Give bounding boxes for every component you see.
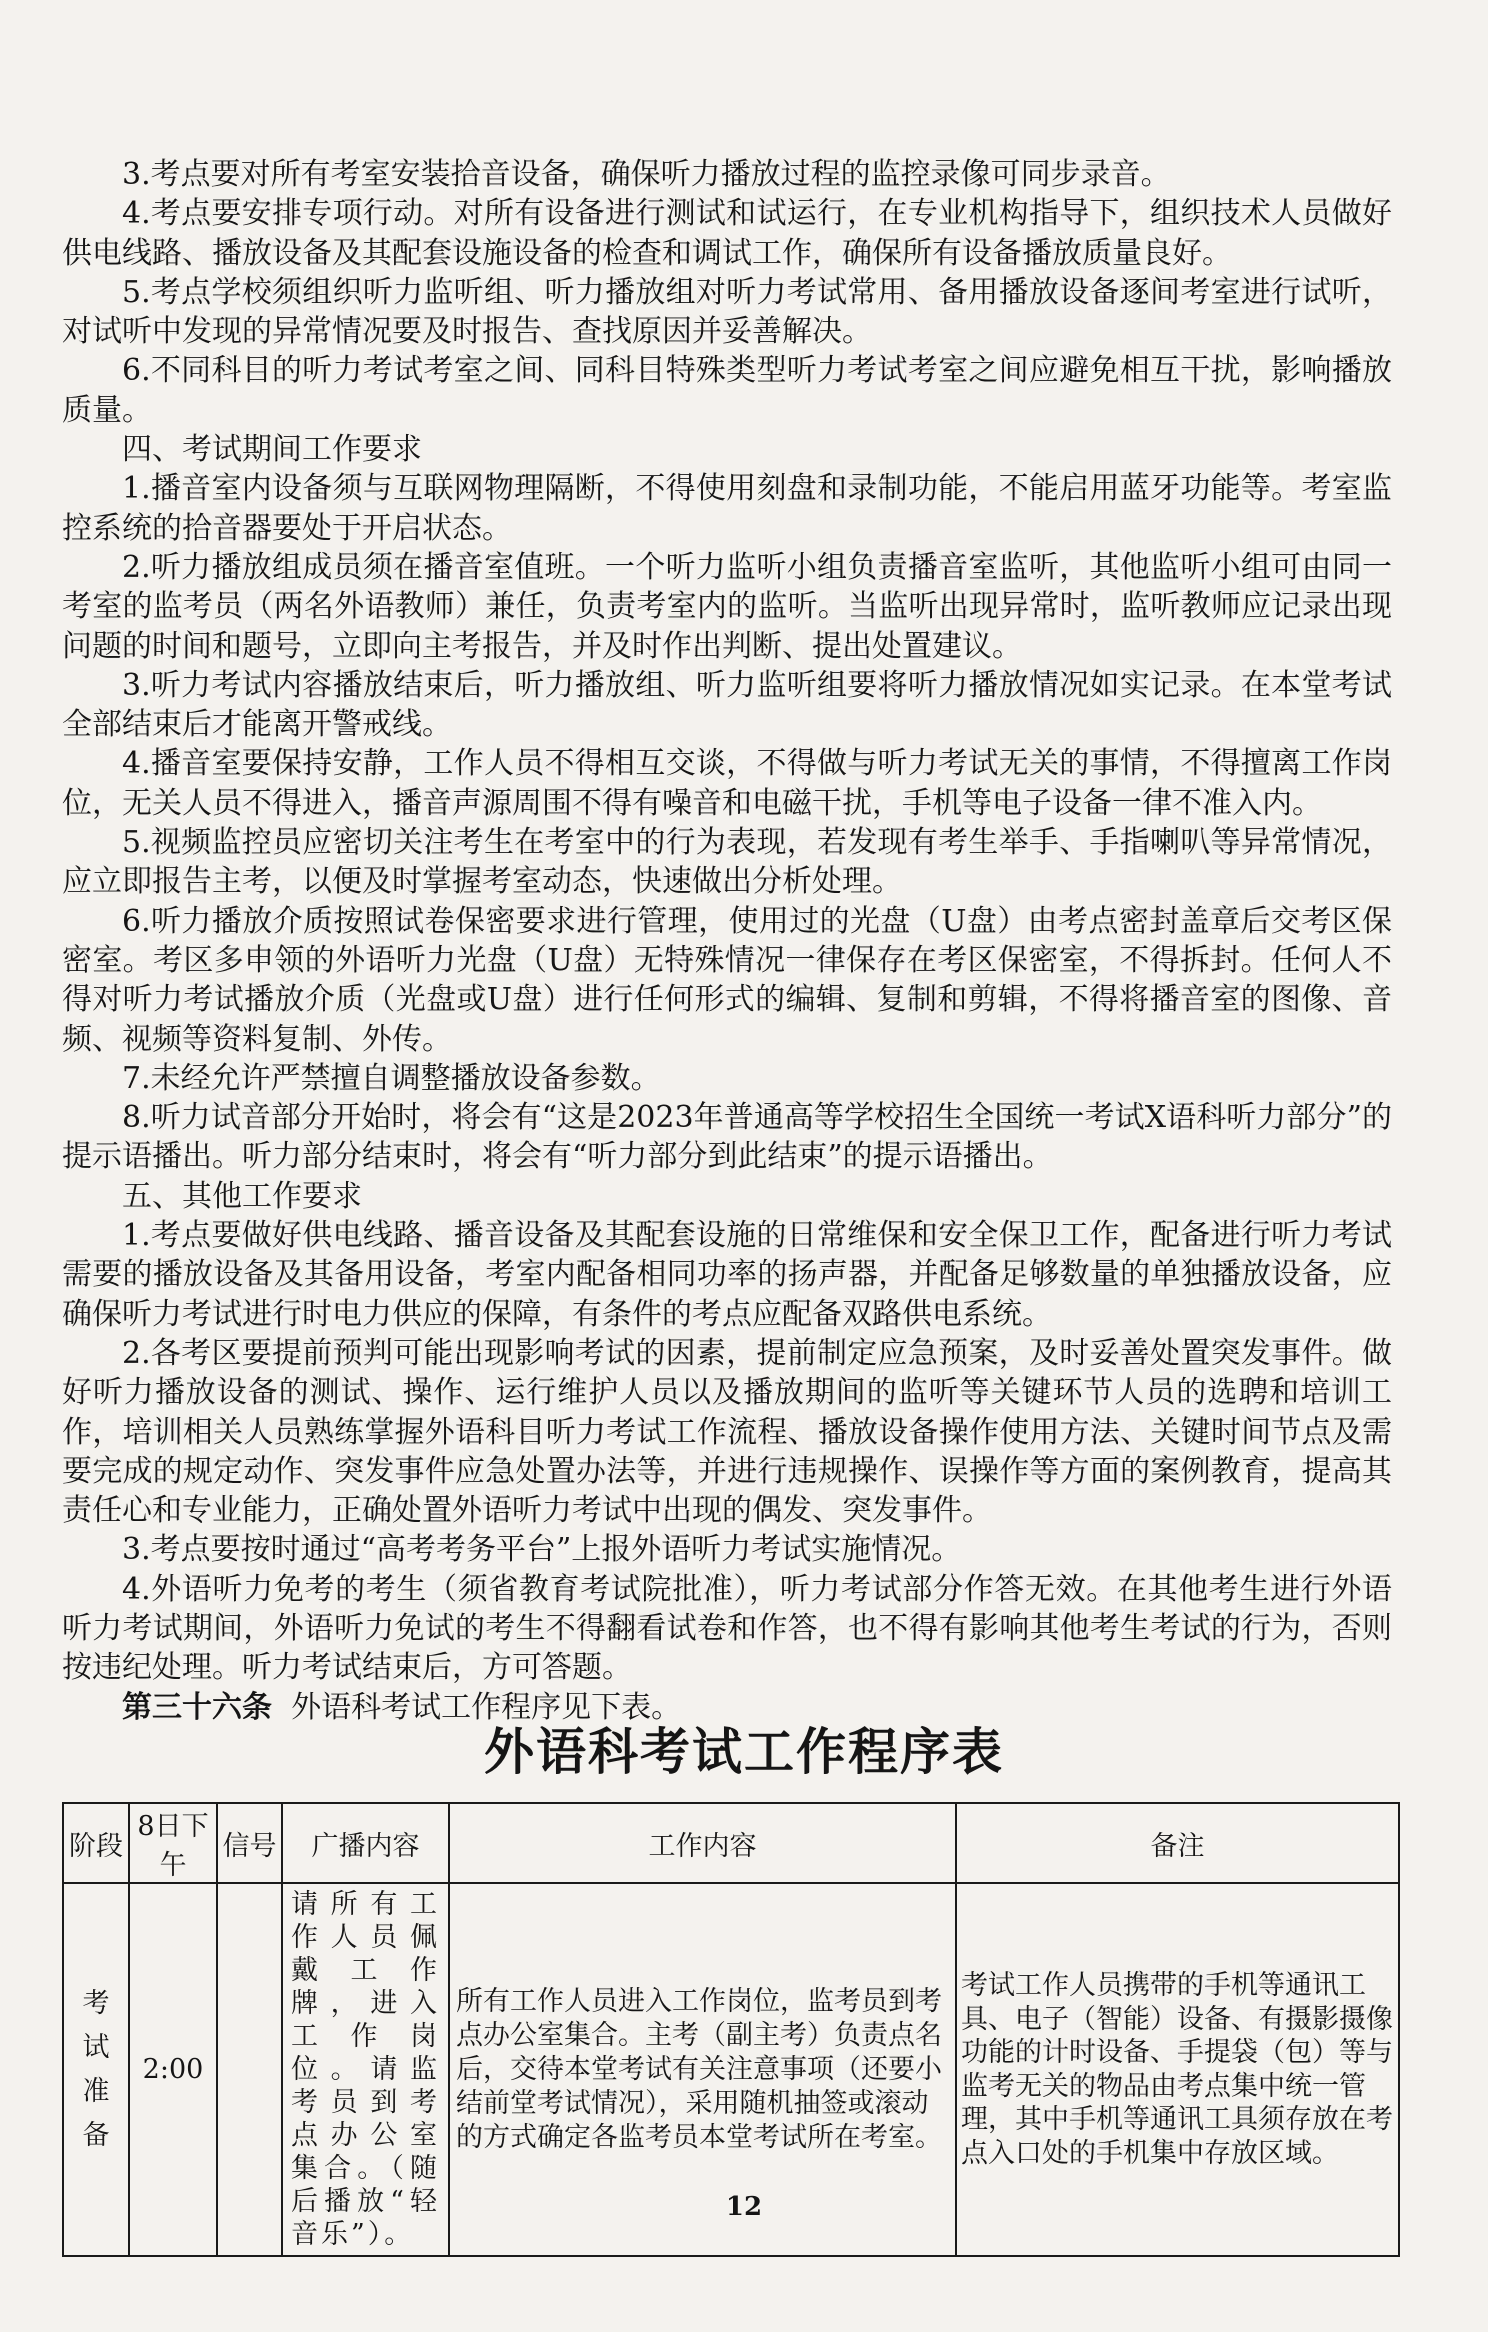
- paragraph: 7.未经允许严禁擅自调整播放设备参数。: [122, 1060, 661, 1096]
- paragraph: 4.播音室要保持安静，工作人员不得相互交谈，不得做与听力考试无关的事情，不得擅离工作岗位，无关人员不得进入，播音声源周围不得有噪音和电磁干扰，手机等电子设备一律不准入内。: [62, 746, 1392, 821]
- paragraph: 6.不同科目的听力考试考室之间、同科目特殊类型听力考试考室之间应避免相互干扰，影响播放质量。: [62, 353, 1392, 428]
- paragraph: 5.视频监控员应密切关注考生在考室中的行为表现，若发现有考生举手、手指喇叭等异常情况，应立即报告主考，以便及时掌握考室动态，快速做出分析处理。: [62, 825, 1392, 900]
- broadcast-cell: 请所有工作人员佩戴工作牌，进入工作岗位。请监考员到考点办公室集合。（随后播放“轻音乐”）。: [282, 1883, 449, 2256]
- work-content-cell: 所有工作人员进入工作岗位，监考员到考点办公室集合。主考（副主考）负责点名后，交待本堂考试有关注意事项（还要小结前堂考试情况），采用随机抽签或滚动的方式确定各监考员本堂考试所在考室。: [449, 1883, 956, 2256]
- section-heading: 五、其他工作要求: [122, 1178, 362, 1214]
- paragraph: 2.各考区要提前预判可能出现影响考试的因素，提前制定应急预案，及时妥善处置突发事件。做好听力播放设备的测试、操作、运行维护人员以及播放期间的监听等关键环节人员的选聘和培训工作，培训相关人员熟练掌握外语科目听力考试工作流程、播放设备操作使用方法、关键时间节点及需要完成的规定动作、突发事件应急处置办法等，并进行违规操作、误操作等方面的案例教育，提高其责任心和专业能力，正确处置外语听力考试中出现的偶发、突发事件。: [62, 1335, 1392, 1529]
- header-cell: 信号: [217, 1803, 282, 1883]
- body-text: [62, 155, 1392, 1727]
- header-cell: 备注: [956, 1803, 1399, 1883]
- table-title: 外语科考试工作程序表: [484, 1723, 1004, 1781]
- header-cell: 广播内容: [282, 1803, 449, 1883]
- stage-text: 考试准备: [82, 1987, 110, 2151]
- header-cell: 工作内容: [449, 1803, 956, 1883]
- header-cell: 8日下午: [129, 1803, 217, 1883]
- paragraph: 3.听力考试内容播放结束后，听力播放组、听力监听组要将听力播放情况如实记录。在本堂考试全部结束后才能离开警戒线。: [62, 667, 1392, 743]
- time-cell: 2:00: [129, 1883, 217, 2256]
- article-label: 第三十六条: [122, 1689, 272, 1725]
- article-text: 外语科考试工作程序见下表。: [291, 1689, 682, 1725]
- paragraph: 1.考点要做好供电线路、播音设备及其配套设施的日常维保和安全保卫工作，配备进行听力考试需要的播放设备及其备用设备，考室内配备相同功率的扬声器，并配备足够数量的单独播放设备，应确保听力考试进行时电力供应的保障，有条件的考点应配备双路供电系统。: [62, 1218, 1392, 1332]
- paragraph: 6.听力播放介质按照试卷保密要求进行管理，使用过的光盘（U盘）由考点密封盖章后交考区保密室。考区多申领的外语听力光盘（U盘）无特殊情况一律保存在考区保密室，不得拆封。任何人不得对听力考试播放介质（光盘或U盘）进行任何形式的编辑、复制和剪辑，不得将播音室的图像、音频、视频等资料复制、外传。: [62, 903, 1392, 1057]
- page-number: 12: [725, 2192, 763, 2222]
- section-heading: 四、考试期间工作要求: [122, 432, 422, 468]
- paragraph: 5.考点学校须组织听力监听组、听力播放组对听力考试常用、备用播放设备逐间考室进行试听，对试听中发现的异常情况要及时报告、查找原因并妥善解决。: [62, 274, 1392, 350]
- paragraph: 4.外语听力免考的考生（须省教育考试院批准），听力考试部分作答无效。在其他考生进行外语听力考试期间，外语听力免试的考生不得翻看试卷和作答，也不得有影响其他考生考试的行为，否则按违纪处理。听力考试结束后，方可答题。: [62, 1571, 1392, 1686]
- paragraph: 4.考点要安排专项行动。对所有设备进行测试和试运行，在专业机构指导下，组织技术人员做好供电线路、播放设备及其配套设施设备的检查和调试工作，确保所有设备播放质量良好。: [62, 196, 1392, 271]
- header-cell: 阶段: [63, 1803, 129, 1883]
- note-cell: 考试工作人员携带的手机等通讯工具、电子（智能）设备、有摄影摄像功能的计时设备、手提袋（包）等与监考无关的物品由考点集中统一管理，其中手机等通讯工具须存放在考点入口处的手机集中存放区域。: [956, 1883, 1399, 2256]
- paragraph: 2.听力播放组成员须在播音室值班。一个听力监听小组负责播音室监听，其他监听小组可由同一考室的监考员（两名外语教师）兼任，负责考室内的监听。当监听出现异常时，监听教师应记录出现问题的时间和题号，立即向主考报告，并及时作出判断、提出处置建议。: [62, 549, 1392, 664]
- paragraph: 3.考点要对所有考室安装拾音设备，确保听力播放过程的监控录像可同步录音。: [122, 157, 1171, 192]
- paragraph: 1.播音室内设备须与互联网物理隔断，不得使用刻盘和录制功能，不能启用蓝牙功能等。考室监控系统的拾音器要处于开启状态。: [62, 471, 1392, 546]
- paragraph: 3.考点要按时通过“高考考务平台”上报外语听力考试实施情况。: [122, 1532, 962, 1568]
- table-header-row: [63, 1803, 1399, 1883]
- procedure-table: [62, 1802, 1400, 2257]
- paragraph: 8.听力试音部分开始时，将会有“这是2023年普通高等学校招生全国统一考试X语科听力部分”的提示语播出。听力部分结束时，将会有“听力部分到此结束”的提示语播出。: [62, 1100, 1392, 1175]
